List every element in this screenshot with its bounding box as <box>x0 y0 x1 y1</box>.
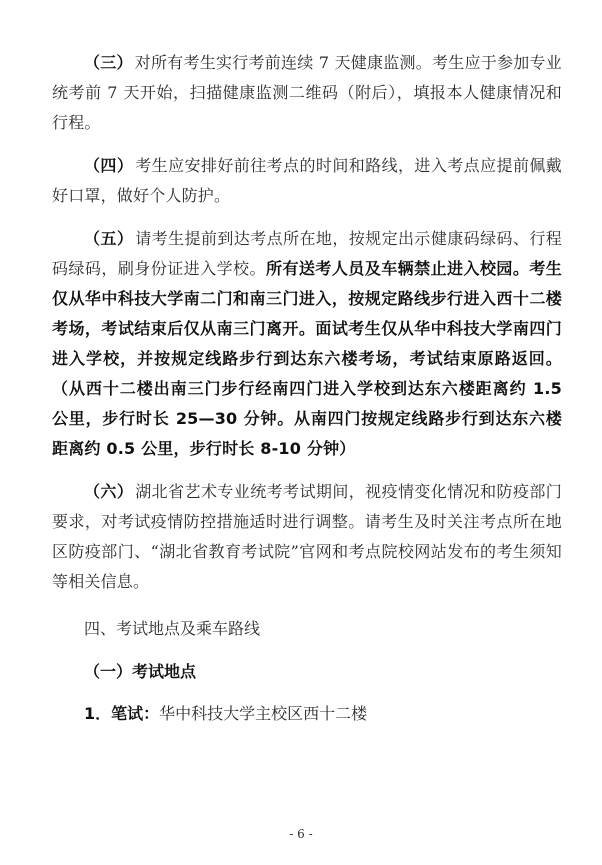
paragraph-4-text: 考生应安排好前往考点的时间和路线，进入考点应提前佩戴好口罩，做好个人防护。 <box>52 156 562 205</box>
paragraph-3 <box>52 48 562 138</box>
paragraph-3-text: 对所有考生实行考前连续 7 天健康监测。考生应于参加专业统考前 7 天开始，扫描健康监测二维码（附后），填报本人健康情况和行程。 <box>52 53 562 132</box>
item-number: 1． <box>84 704 112 723</box>
exam-location-item <box>52 700 562 728</box>
paragraph-6-text: 湖北省艺术专业统考考试期间，视疫情变化情况和防疫部门要求，对考试疫情防控措施适时进行调整。请考生及时关注考点所在地区防疫部门、“湖北省教育考试院”官网和考点院校网站发布的考生须知等相关信息。 <box>52 482 562 591</box>
page-content <box>52 48 562 728</box>
item-label: 笔试： <box>111 704 160 723</box>
page-number: - 6 - <box>289 827 313 841</box>
paragraph-5-normal-text: 请考生提前到达考点所在地，按规定出示健康码绿码、行程码绿码，刷身份证进入学校。 <box>52 229 562 278</box>
item-text: 华中科技大学主校区西十二楼 <box>159 704 368 723</box>
paragraph-3-lead: （三） <box>84 53 133 72</box>
section-title: 四、考试地点及乘车路线 <box>84 619 261 638</box>
sub-section-title: （一）考试地点 <box>84 662 197 681</box>
paragraph-5 <box>52 224 562 464</box>
paragraph-4-lead: （四） <box>84 156 134 175</box>
paragraph-6 <box>52 477 562 597</box>
paragraph-6-lead: （六） <box>84 482 134 501</box>
paragraph-4 <box>52 151 562 211</box>
paragraph-5-bold-text: 所有送考人员及车辆禁止进入校园。考生仅从华中科技大学南二门和南三门进入，按规定路线步行进入西十二楼考场，考试结束后仅从南三门离开。面试考生仅从华中科技大学南四门进入学校，并按规定线路步行到达东六楼考场，考试结束原路返回。（从西十二楼出南三门步行经南四门进入学校到达东六楼距离约 1.5 公里，步行时长 25—30 分钟。从南四门按规定线路步行到达东六楼距离约 0.5 公里，步行时长 8-10 分钟） <box>52 259 562 458</box>
paragraph-5-lead: （五） <box>84 229 134 248</box>
